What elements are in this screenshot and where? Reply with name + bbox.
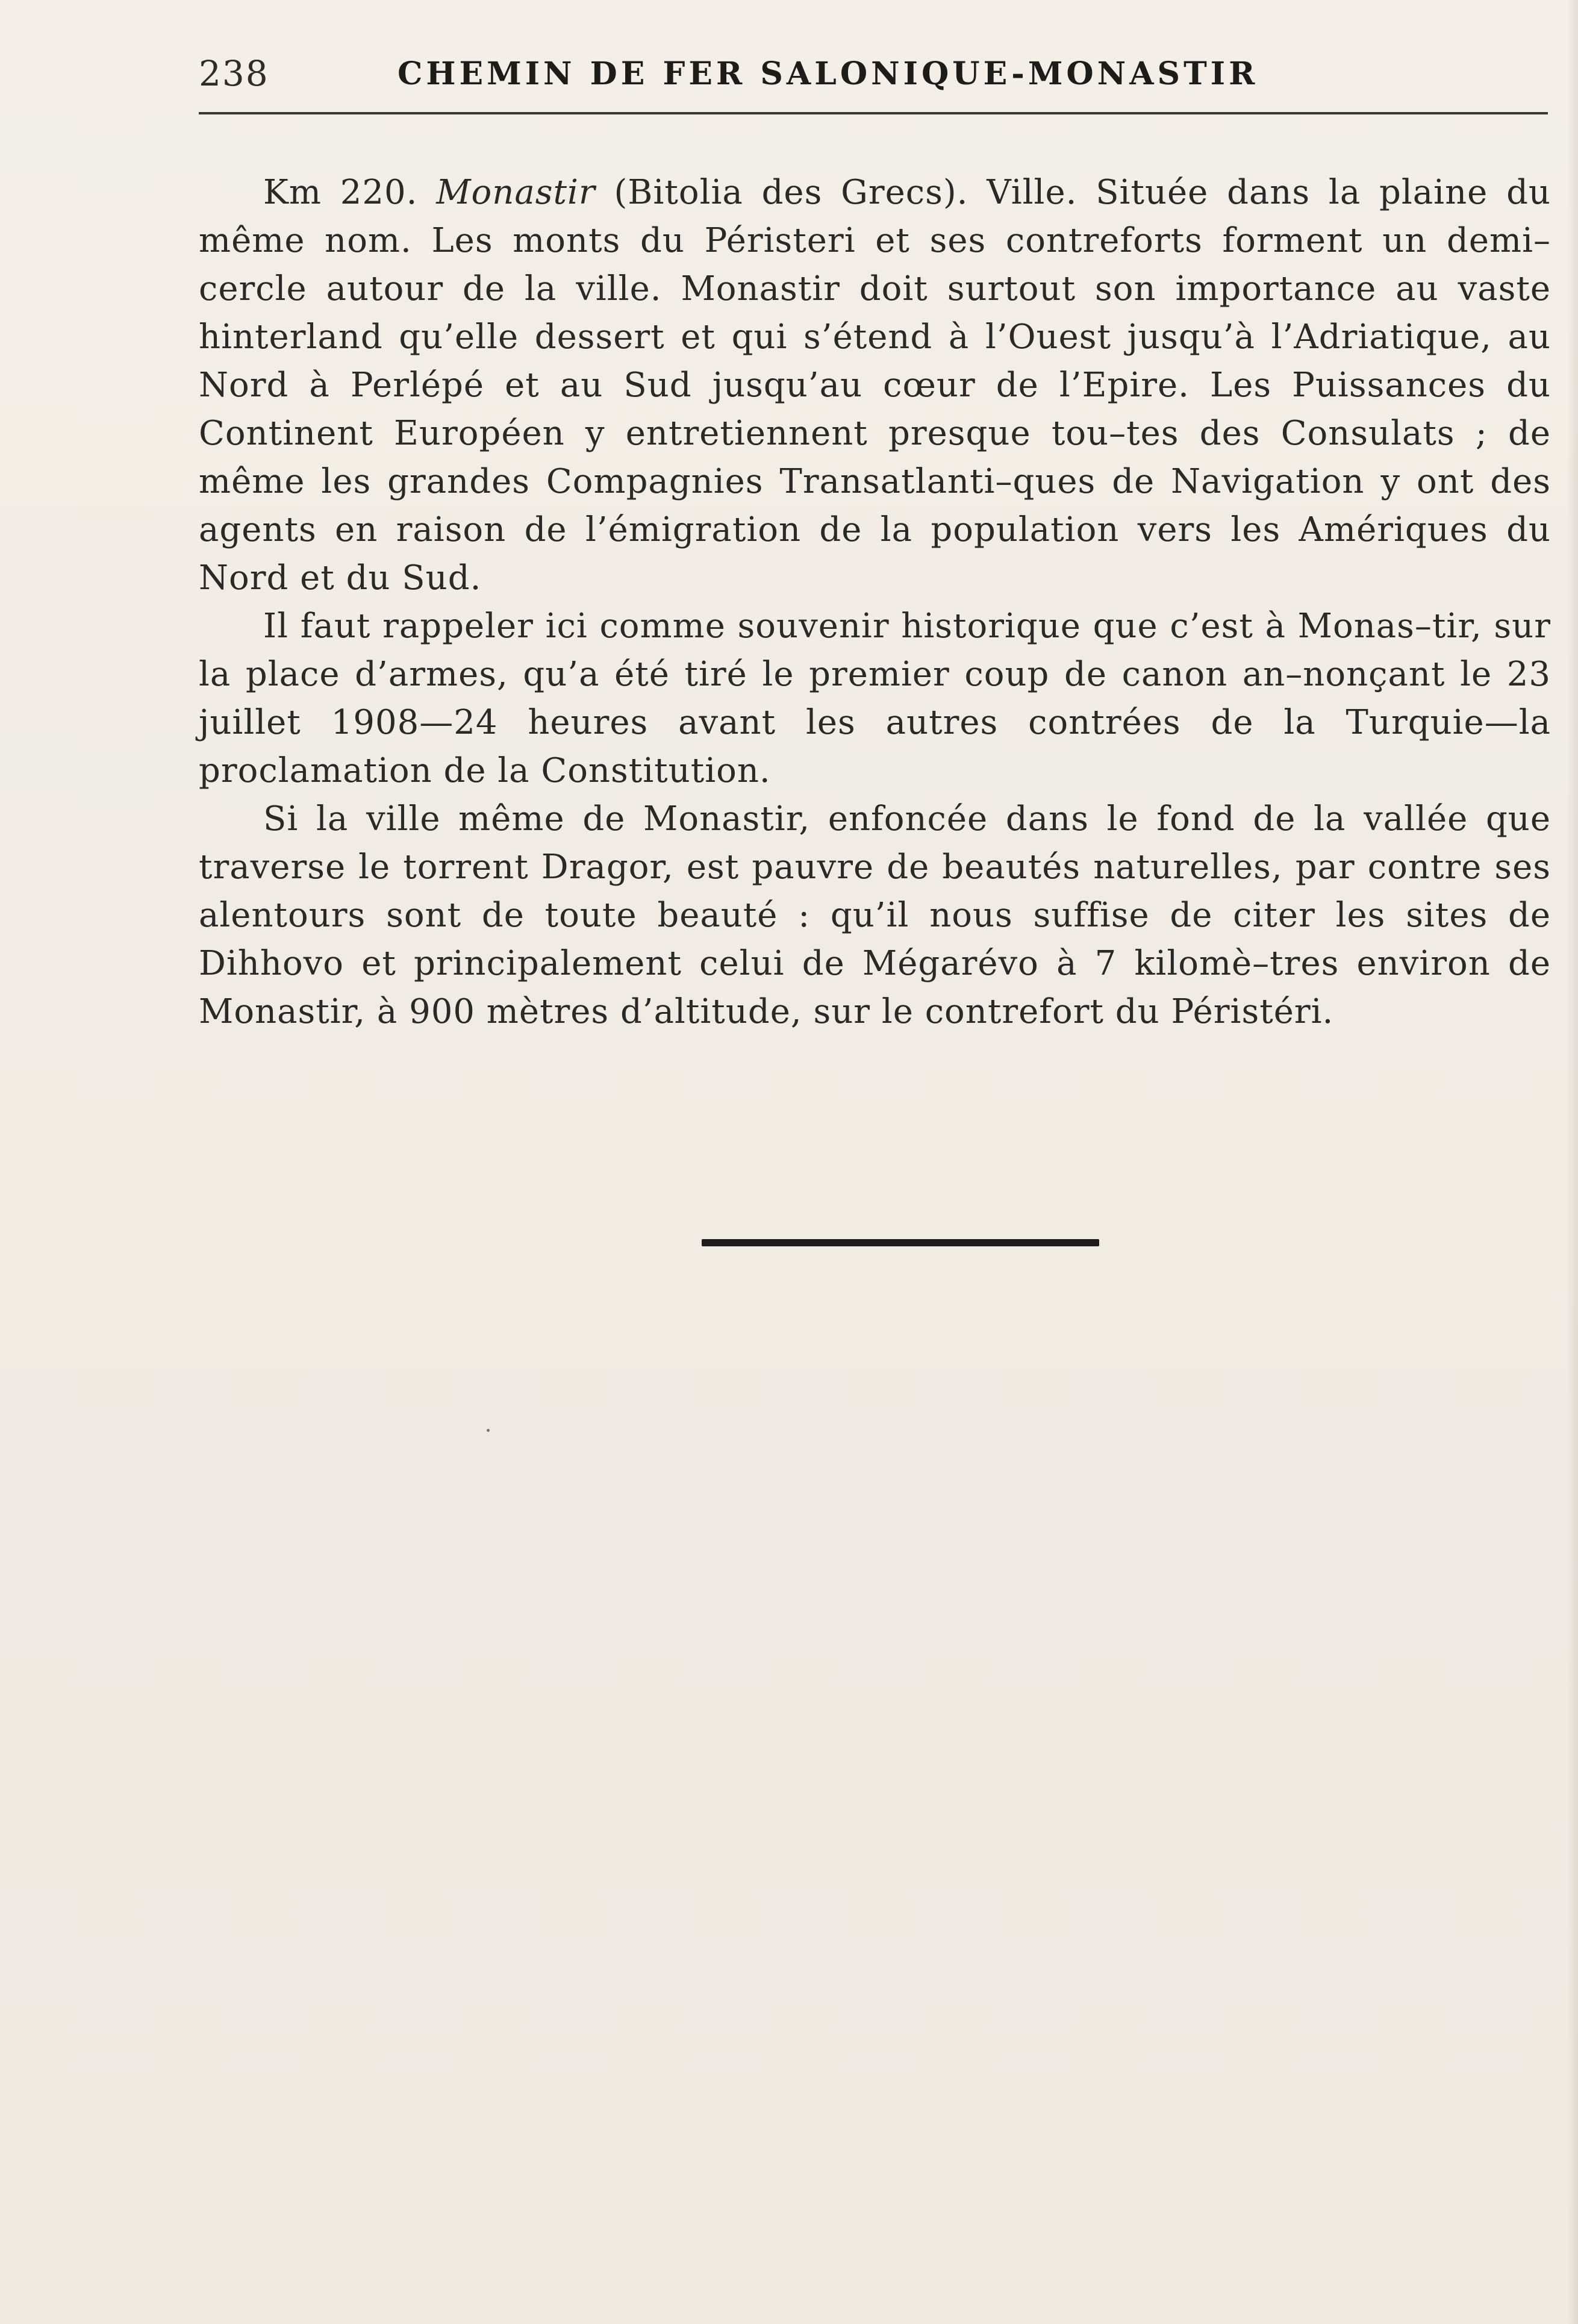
page-header [199,53,1548,107]
page-number: 238 [199,53,269,94]
paragraph-surroundings: Si la ville même de Monastir, enfoncée dans le fond de la vallée que traverse le torrent Dragor, est pauvre de beautés naturelles, par contre ses alentours sont de toute beauté : qu’il nous suffise de citer les sites de Dihhovo et principalement celui de Mégarévo à 7 kilomè–tres environ de Monastir, à 900 mètres d’altitude, sur le contrefort du Péristéri. [199,799,1551,1031]
running-title: CHEMIN DE FER SALONIQUE-MONASTIR [398,55,1259,92]
paragraph-monastir [199,169,1551,602]
place-name: Monastir [436,173,596,212]
page-edge-shadow [1567,0,1578,2324]
section-end-rule [702,1239,1099,1246]
paragraph-history: Il faut rappeler ici comme souvenir historique que c’est à Monas–tir, sur la place d’armes, qu’a été tiré le premier coup de canon an–nonçant le 23 juillet 1908—24 heures avant les autres contrées de la Turquie—la proclamation de la Constitution. [199,607,1551,790]
ink-speck [487,1429,490,1432]
header-rule [199,112,1548,114]
km-marker: Km 220. [263,173,418,212]
paragraph-monastir-text: (Bitolia des Grecs). Ville. Située dans la plaine du même nom. Les monts du Péristeri et ses contreforts forment un demi–cercle autour de la ville. Monastir doit surtout son importance au vaste hinterland qu’elle dessert et qui s’étend à l’Ouest jusqu’à l’Adriatique, au Nord à Perlépé et au Sud jusqu’au cœur de l’Epire. Les Puissances du Continent Européen y entretiennent presque tou–tes des Consulats ; de même les grandes Compagnies Transatlanti–ques de Navigation y ont des agents en raison de l’émigration de la population vers les Amériques du Nord et du Sud. [199,173,1551,598]
body-text [199,169,1551,1036]
